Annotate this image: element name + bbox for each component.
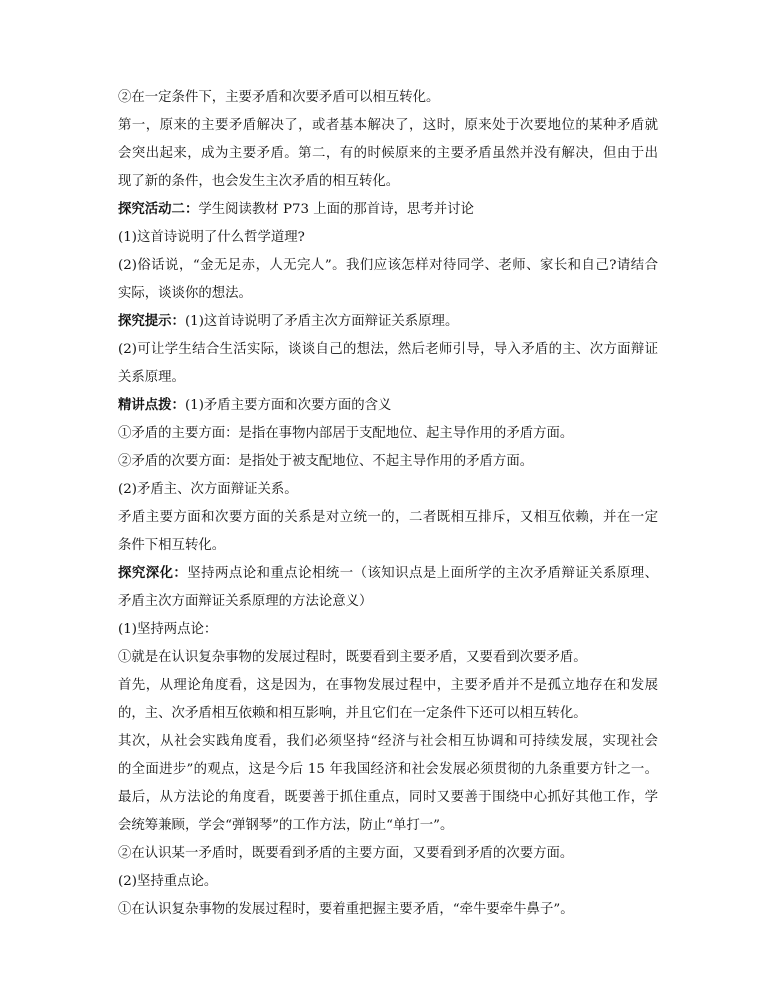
bold-label: 探究活动二：: [118, 202, 199, 217]
paragraph-line: [118, 224, 658, 252]
line-text: 矛盾主次方面辩证关系原理的方法论意义）: [118, 594, 373, 609]
line-text: 矛盾主要方面和次要方面的关系是对立统一的，二者既相互排斥，又相互依赖，并在一定: [118, 510, 658, 525]
line-text: 的，主、次矛盾相互依赖和相互影响，并且它们在一定条件下还可以相互转化。: [118, 706, 587, 721]
line-text: (2)坚持重点论。: [118, 874, 218, 889]
line-text: ②矛盾的次要方面：是指处于被支配地位、不起主导作用的矛盾方面。: [118, 454, 534, 469]
line-text: (2)俗话说，“金无足赤，人无完人”。我们应该怎样对待同学、老师、家长和自己?请结合: [118, 258, 658, 273]
paragraph-line: [118, 588, 658, 616]
paragraph-line: [118, 756, 658, 784]
paragraph-line: [118, 532, 658, 560]
line-text: 学生阅读教材 P73 上面的那首诗，思考并讨论: [198, 202, 474, 217]
line-text: 实际，谈谈你的想法。: [118, 286, 252, 301]
line-text: 会统筹兼顾，学会“弹钢琴”的工作方法，防止“单打一”。: [118, 818, 454, 833]
paragraph-line: [118, 672, 658, 700]
bold-label: 探究提示：: [118, 314, 185, 329]
line-text: 坚持两点论和重点论相统一（该知识点是上面所学的主次矛盾辩证关系原理、: [187, 566, 659, 581]
paragraph-line: [118, 112, 658, 140]
line-text: ②在一定条件下，主要矛盾和次要矛盾可以相互转化。: [118, 90, 440, 105]
line-text: (1)坚持两点论：: [118, 622, 218, 637]
line-text: (1)这首诗说明了什么哲学道理?: [118, 230, 305, 245]
section-heading-line: [118, 196, 658, 224]
paragraph-line: [118, 700, 658, 728]
line-text: (2)矛盾主、次方面辩证关系。: [118, 482, 298, 497]
section-heading-line: [118, 392, 658, 420]
section-heading-line: [118, 560, 658, 588]
paragraph-line: [118, 840, 658, 868]
bold-label: 精讲点拨：: [118, 398, 185, 413]
line-text: ①在认识复杂事物的发展过程时，要着重把握主要矛盾，“牵牛要牵牛鼻子”。: [118, 902, 574, 917]
section-heading-line: [118, 308, 658, 336]
line-text: 其次，从社会实践角度看，我们必须坚持“经济与社会相互协调和可持续发展，实现社会: [118, 734, 658, 749]
paragraph-line: [118, 420, 658, 448]
paragraph-line: [118, 616, 658, 644]
paragraph-line: [118, 252, 658, 280]
line-text: 会突出起来，成为主要矛盾。第二，有的时候原来的主要矛盾虽然并没有解决，但由于出: [118, 146, 658, 161]
line-text: (1)矛盾主要方面和次要方面的含义: [184, 398, 392, 413]
paragraph-line: [118, 448, 658, 476]
paragraph-line: [118, 168, 658, 196]
paragraph-line: [118, 896, 658, 924]
bold-label: 探究深化：: [118, 566, 188, 581]
paragraph-line: [118, 504, 658, 532]
paragraph-line: [118, 812, 658, 840]
paragraph-line: [118, 336, 658, 364]
paragraph-line: [118, 140, 658, 168]
line-text: ①就是在认识复杂事物的发展过程时，既要看到主要矛盾，又要看到次要矛盾。: [118, 650, 587, 665]
line-text: 第一，原来的主要矛盾解决了，或者基本解决了，这时，原来处于次要地位的某种矛盾就: [118, 118, 658, 133]
paragraph-line: [118, 84, 658, 112]
line-text: 关系原理。: [118, 370, 185, 385]
paragraph-line: [118, 784, 658, 812]
line-text: (1)这首诗说明了矛盾主次方面辩证关系原理。: [184, 314, 459, 329]
line-text: ②在认识某一矛盾时，既要看到矛盾的主要方面，又要看到矛盾的次要方面。: [118, 846, 574, 861]
document-body: [118, 84, 658, 924]
paragraph-line: [118, 280, 658, 308]
paragraph-line: [118, 644, 658, 672]
paragraph-line: [118, 364, 658, 392]
line-text: (2)可让学生结合生活实际，谈谈自己的想法，然后老师引导，导入矛盾的主、次方面辩证: [118, 342, 658, 357]
paragraph-line: [118, 728, 658, 756]
line-text: ①矛盾的主要方面：是指在事物内部居于支配地位、起主导作用的矛盾方面。: [118, 426, 574, 441]
paragraph-line: [118, 868, 658, 896]
line-text: 的全面进步”的观点，这是今后 15 年我国经济和社会发展必须贯彻的九条重要方针之一。: [118, 762, 658, 777]
line-text: 最后，从方法论的角度看，既要善于抓住重点，同时又要善于围绕中心抓好其他工作，学: [118, 790, 658, 805]
paragraph-line: [118, 476, 658, 504]
line-text: 首先，从理论角度看，这是因为，在事物发展过程中，主要矛盾并不是孤立地存在和发展: [118, 678, 658, 693]
line-text: 现了新的条件，也会发生主次矛盾的相互转化。: [118, 174, 400, 189]
line-text: 条件下相互转化。: [118, 538, 226, 553]
